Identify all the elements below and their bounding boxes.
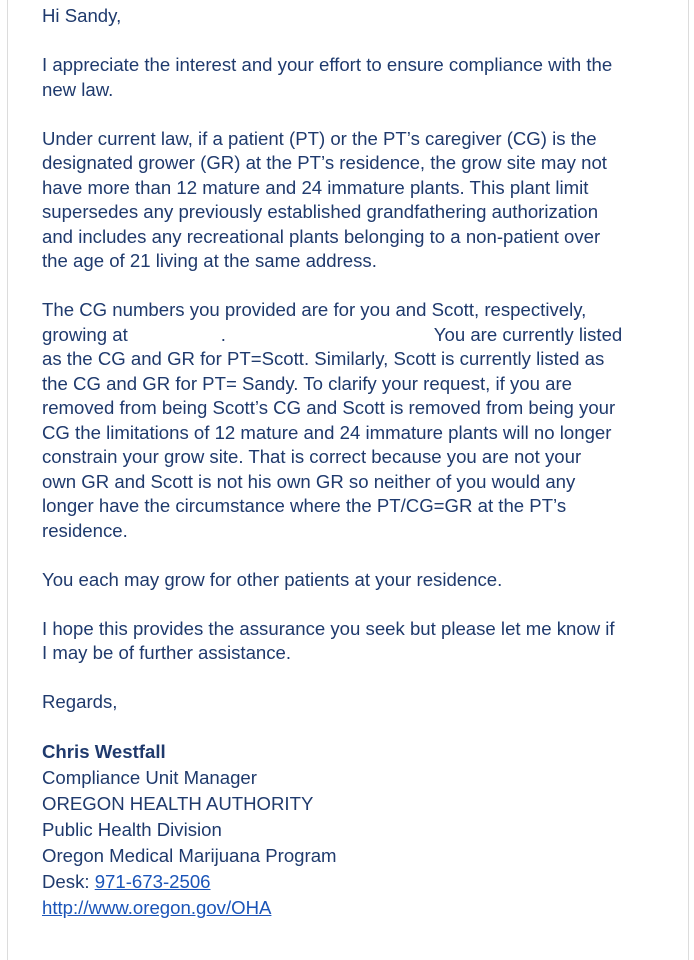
left-border: [7, 0, 8, 960]
closing: Regards,: [42, 691, 118, 712]
greeting: Hi Sandy,: [42, 5, 122, 26]
signature-program: Oregon Medical Marijuana Program: [42, 845, 337, 866]
signature-org: OREGON HEALTH AUTHORITY: [42, 793, 314, 814]
signature-title: Compliance Unit Manager: [42, 767, 257, 788]
line-growing-at: growing at . You are currently listed: [42, 323, 694, 348]
paragraph-current-law: Under current law, if a patient (PT) or the PT’s caregiver (CG) is the designated grower (GR) at the PT’s residence, the grow site may not have more than 12 mature and 24 immature plants. This plant limit supersedes any previously established grandfathering authorization and includes any recreational plants belonging to a non-patient over the age of 21 living at the same address.: [42, 127, 607, 271]
paragraph-cg-numbers: The CG numbers you provided are for you and Scott, respectively, growing at . You are currently listed as the CG and GR for PT=Scott. Similarly, Scott is currently listed as the CG and GR for PT= Sandy. To clarify your request, if you are removed from being Scott’s CG and Scott is removed from being your CG the limitations of 12 mature and 24 immature plants will no longer constrain your grow site. That is correct because you are not your own GR and Scott is not his own GR so neither of you would any longer have the circumstance where the PT/CG=GR at the PT’s residence.: [42, 298, 694, 543]
paragraph-assurance: I hope this provides the assurance you seek but please let me know if I may be of further assistance.: [42, 617, 615, 663]
paragraph-appreciation: I appreciate the interest and your effort to ensure compliance with the new law.: [42, 54, 613, 100]
signature-name: Chris Westfall: [42, 741, 166, 762]
redacted-address: .: [220, 323, 226, 345]
signature-division: Public Health Division: [42, 819, 222, 840]
signature-block: [42, 739, 694, 921]
right-border: [688, 0, 689, 960]
desk-phone-link[interactable]: 971-673-2506: [94, 871, 211, 892]
signature-url-line: [42, 895, 694, 921]
paragraph-other-patients: You each may grow for other patients at your residence.: [42, 568, 503, 590]
oha-website-link[interactable]: http://www.oregon.gov/OHA: [42, 897, 272, 918]
signature-desk: Desk: 971-673-2506: [42, 871, 211, 892]
